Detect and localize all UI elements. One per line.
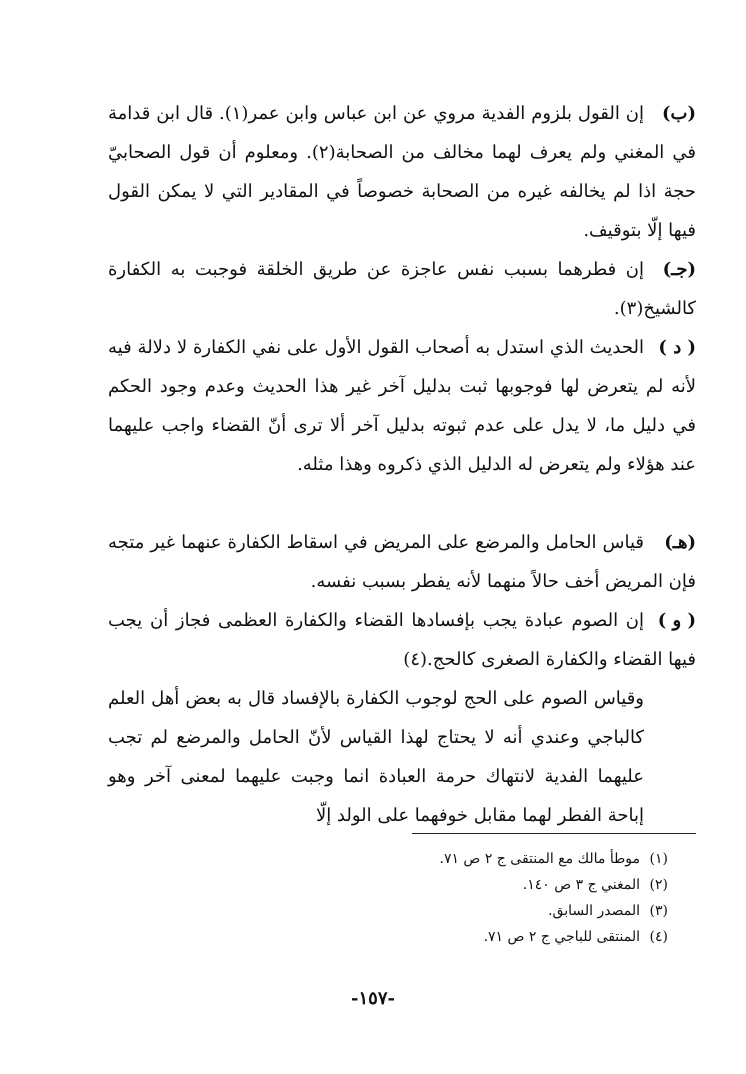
footnote — [439, 872, 668, 898]
footnote — [439, 898, 668, 924]
paragraph-text: قياس الحامل والمرضع على المريض في اسقاط الكفارة عنهما غير متجه فإن المريض أخف حالاً منهما لأنه يفطر بسبب نفسه. — [108, 532, 696, 592]
paragraph-marker: (هـ) — [664, 532, 696, 553]
footnote-text: موطأ مالك مع المنتقى ج ٢ ص ٧١. — [439, 851, 640, 867]
page-number: -١٥٧- — [351, 988, 395, 1009]
paragraph-h — [108, 523, 696, 601]
paragraph-text: إن فطرهما بسبب نفس عاجزة عن طريق الخلقة فوجبت به الكفارة كالشيخ(٣). — [108, 259, 696, 319]
paragraph-j — [108, 250, 696, 328]
footnote-number: (٣) — [649, 903, 668, 919]
paragraph-marker: (ب) — [662, 103, 697, 124]
footnote — [439, 846, 668, 872]
paragraph-text: إن القول بلزوم الفدية مروي عن ابن عباس وابن عمر(١). قال ابن قدامة في المغني ولم يعرف لهما مخالف من الصحابة(٢). ومعلوم أن قول الصحابيّ حجة اذا لم يخالفه غيره من الصحابة خصوصاً في المقادير التي لا يمكن القول فيها إلّا بتوقيف. — [108, 103, 696, 241]
footnote-number: (٤) — [649, 929, 668, 945]
footnote — [439, 924, 668, 950]
footnote-separator — [412, 833, 696, 834]
footnote-text: المنتقى للباجي ج ٢ ص ٧١. — [483, 929, 640, 945]
footnote-number: (١) — [649, 851, 668, 867]
paragraph-text: وقياس الصوم على الحج لوجوب الكفارة بالإفساد قال به بعض أهل العلم كالباجي وعندي أنه لا يحتاج لهذا القياس لأنّ الحامل والمرضع لم تجب عليهما الفدية لانتهاك حرمة العبادة انما وجبت عليهما لمعنى آخر وهو إباحة الفطر لهما مقابل خوفهما على الولد إلّا — [108, 688, 645, 826]
paragraph-w — [108, 601, 696, 679]
footnote-text: المغني ج ٣ ص ١٤٠. — [522, 877, 640, 893]
paragraph-text: الحديث الذي استدل به أصحاب القول الأول على نفي الكفارة لا دلالة فيه لأنه لم يتعرض لها فوجوبها ثبت بدليل آخر غير هذا الحديث وعدم وجود الحكم في دليل ما، لا يدل على عدم ثبوته بدليل آخر ألا ترى أنّ القضاء واجب عليهما عند هؤلاء ولم يتعرض له الدليل الذي ذكروه وهذا مثله. — [108, 337, 696, 475]
paragraph-b — [108, 94, 696, 250]
paragraph-marker: ( و ) — [657, 610, 696, 631]
footnotes — [439, 846, 668, 950]
paragraph-d — [108, 328, 696, 484]
footnote-text: المصدر السابق. — [548, 903, 640, 919]
footnote-number: (٢) — [649, 877, 668, 893]
paragraph-text: إن الصوم عبادة يجب بإفسادها القضاء والكفارة العظمى فجاز أن يجب فيها القضاء والكفارة الصغرى كالحج.(٤) — [108, 610, 696, 670]
paragraph-continuation — [108, 679, 696, 835]
paragraph-marker: (جـ) — [662, 259, 696, 280]
paragraph-marker: ( د ) — [658, 337, 696, 358]
